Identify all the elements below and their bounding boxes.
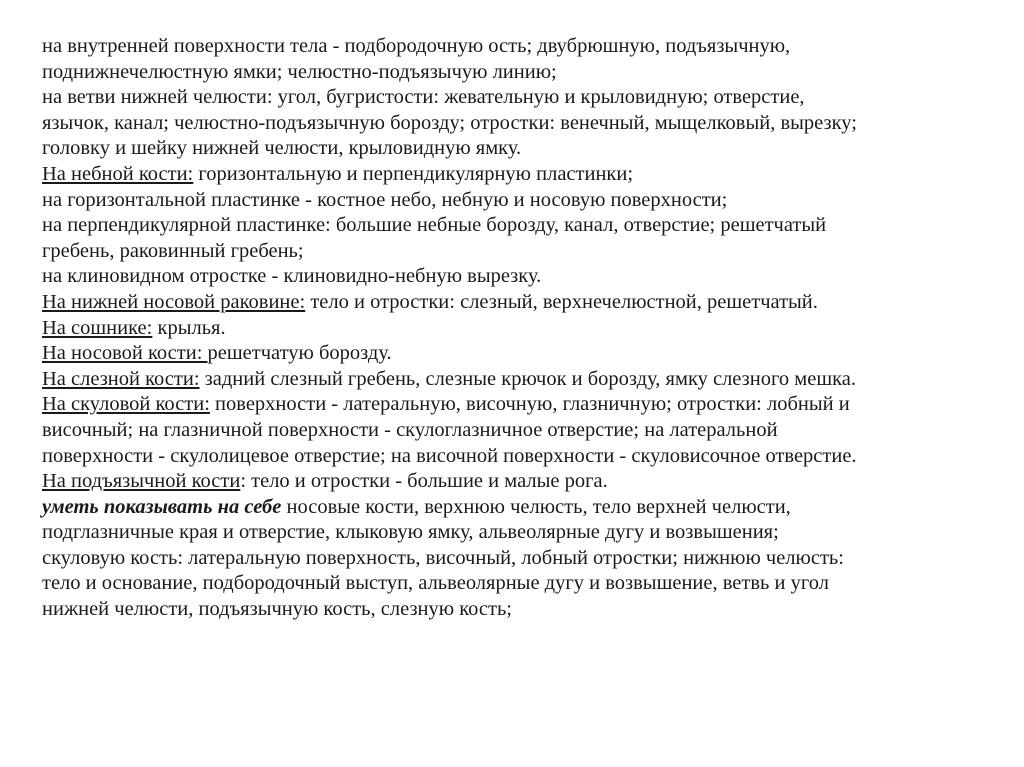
underlined-heading: На скуловой кости: — [42, 393, 210, 416]
text-line — [42, 111, 1014, 137]
text-segment: на клиновидном отростке - клиновидно-небную вырезку. — [42, 265, 542, 288]
text-segment: гребень, раковинный гребень; — [42, 239, 304, 262]
text-segment: поверхности - скулолицевое отверстие; на височной поверхности - скуловисочное отверстие. — [42, 444, 857, 467]
text-segment: подглазничные края и отверстие, клыковую ямку, альвеолярные дугу и возвышения; — [42, 521, 779, 544]
text-segment: тело и отростки: слезный, верхнечелюстной, решетчатый. — [305, 290, 818, 313]
text-line — [42, 367, 1014, 393]
text-segment: нижней челюсти, подъязычную кость, слезную кость; — [42, 598, 512, 621]
text-segment: : тело и отростки - большие и малые рога. — [240, 470, 608, 493]
underlined-heading: На подъязычной кости — [42, 470, 241, 493]
text-line — [42, 341, 1014, 367]
text-line — [42, 85, 1014, 111]
text-segment: поверхности - латеральную, височную, глазничную; отростки: лобный и — [209, 393, 850, 416]
emphasized-instruction: уметь показывать на себе — [42, 495, 282, 518]
text-line — [42, 239, 1014, 265]
underlined-heading: На слезной кости: — [42, 367, 200, 390]
text-line — [42, 571, 1014, 597]
text-segment: тело и основание, подбородочный выступ, альвеолярные дугу и возвышение, ветвь и угол — [42, 572, 829, 595]
text-segment: крылья. — [152, 316, 226, 339]
text-segment: височный; на глазничной поверхности - скулоглазничное отверстие; на латеральной — [42, 418, 778, 441]
underlined-heading: На носовой кости: — [42, 342, 208, 365]
underlined-heading: На нижней носовой раковине: — [42, 290, 306, 313]
text-segment: на перпендикулярной пластинке: большие небные борозду, канал, отверстие; решетчатый — [42, 214, 827, 237]
text-line — [42, 188, 1014, 214]
text-line — [42, 213, 1014, 239]
text-segment: язычок, канал; челюстно-подъязычную борозду; отростки: венечный, мыщелковый, вырезку; — [42, 111, 857, 134]
text-line — [42, 520, 1014, 546]
text-line — [42, 264, 1014, 290]
text-segment: на горизонтальной пластинке - костное небо, небную и носовую поверхности; — [42, 188, 728, 211]
text-line — [42, 546, 1014, 572]
text-line — [42, 495, 1014, 521]
text-segment: головку и шейку нижней челюсти, крыловидную ямку. — [42, 137, 522, 160]
text-segment: на ветви нижней челюсти: угол, бугристости: жевательную и крыловидную; отверстие, — [42, 86, 805, 109]
text-line — [42, 136, 1014, 162]
text-line — [42, 34, 1014, 60]
anatomy-text-block — [42, 34, 1014, 623]
text-line — [42, 597, 1014, 623]
text-line — [42, 444, 1014, 470]
text-segment: задний слезный гребень, слезные крючок и борозду, ямку слезного мешка. — [199, 367, 856, 390]
underlined-heading: На небной кости: — [42, 162, 194, 185]
text-line — [42, 316, 1014, 342]
text-segment: носовые кости, верхнюю челюсть, тело верхней челюсти, — [281, 495, 791, 518]
text-segment: горизонтальную и перпендикулярную пластинки; — [193, 162, 634, 185]
text-segment: поднижнечелюстную ямки; челюстно-подъязычую линию; — [42, 60, 557, 83]
text-line — [42, 162, 1014, 188]
text-line — [42, 392, 1014, 418]
text-line — [42, 418, 1014, 444]
text-line — [42, 469, 1014, 495]
text-segment: на внутренней поверхности тела - подбородочную ость; двубрюшную, подъязычную, — [42, 35, 791, 57]
text-line — [42, 290, 1014, 316]
text-segment: скуловую кость: латеральную поверхность, височный, лобный отростки; нижнюю челюсть: — [42, 546, 844, 569]
text-segment: решетчатую борозду. — [207, 342, 392, 365]
underlined-heading: На сошнике: — [42, 316, 153, 339]
text-line — [42, 60, 1014, 86]
